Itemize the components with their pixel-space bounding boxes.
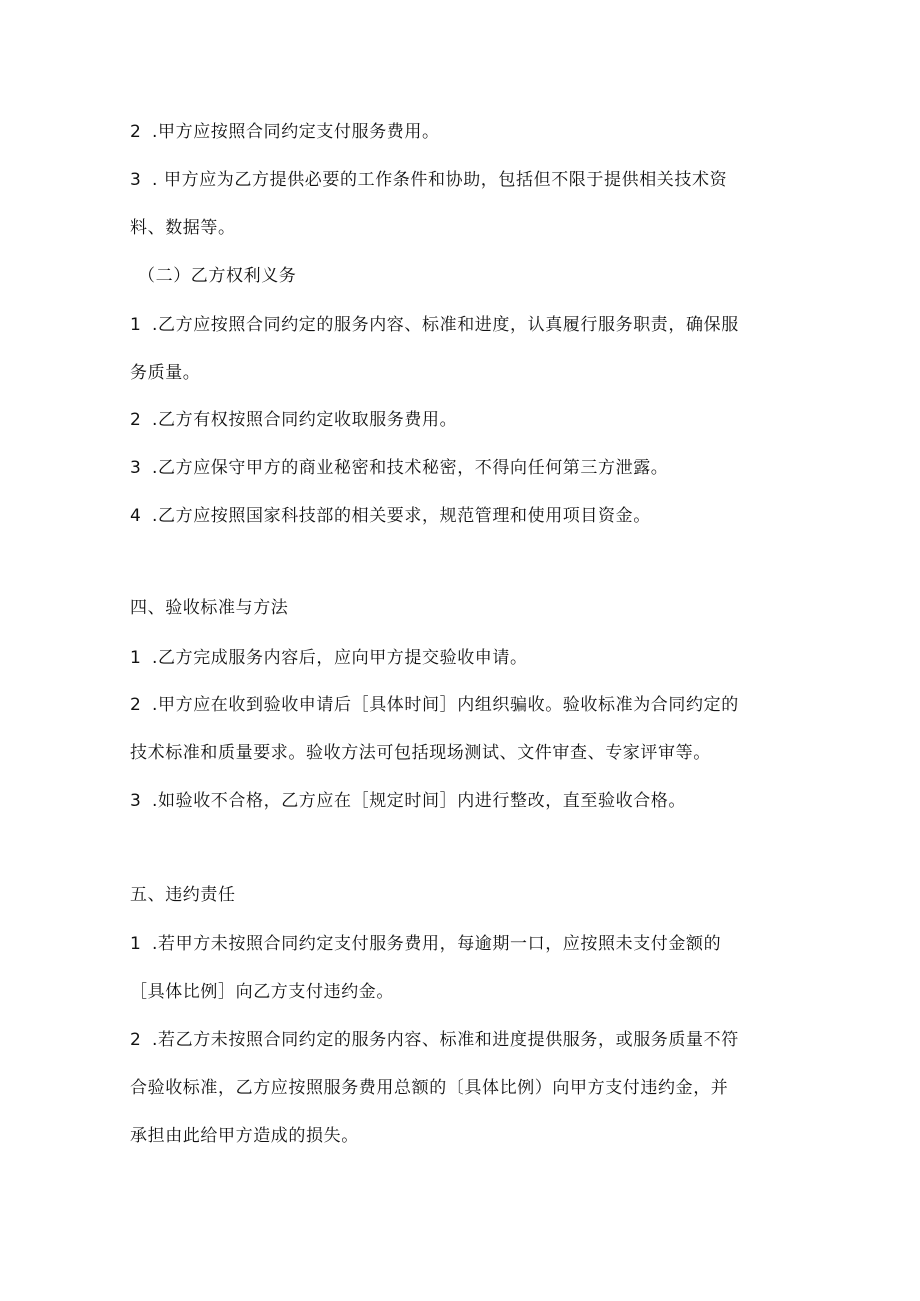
clause-number: 3 [130,458,142,478]
heading-text: 五、违约责任 [130,885,236,905]
clause-text: 技术标准和质量要求。验收方法可包括现场测试、文件审查、专家评审等。 [130,743,711,763]
clause-number: 2 [130,1030,142,1050]
clause-text: .若乙方未按照合同约定的服务内容、标准和进度提供服务，或服务质量不符 [152,1030,739,1050]
clause-d2 [130,1028,739,1052]
section-heading-acceptance [130,596,288,620]
clause-text: .乙方应按照国家科技部的相关要求，规范管理和使用项目资金。 [152,506,651,526]
clause-number: 1 [130,934,142,954]
clause-c3 [130,789,686,813]
clause-text: .乙方应保守甲方的商业秘密和技术秘密，不得向任何第三方泄露。 [152,458,669,478]
clause-text: 料、数据等。 [130,218,236,238]
clause-b1-continuation [130,361,200,385]
clause-number: 1 [130,315,142,335]
clause-number: 2 [130,122,142,142]
section-heading-breach [130,883,236,907]
clause-b2 [130,408,457,432]
clause-b1 [130,313,739,337]
heading-text: 四、验收标准与方法 [130,598,289,618]
clause-text: .甲方应在收到验收申请后［具体时间］内组织骗收。验收标准为合同约定的 [152,695,739,715]
clause-d1 [130,932,721,956]
clause-a3-continuation [130,216,236,240]
clause-c1 [130,646,528,670]
clause-c2 [130,693,739,717]
clause-number: 2 [130,410,142,430]
clause-a2 [130,120,440,144]
clause-text: .乙方完成服务内容后，应向甲方提交验收申请。 [152,648,528,668]
section-heading-party-b [138,264,296,288]
clause-text: .若甲方未按照合同约定支付服务费用，每逾期一口，应按照未支付金额的 [152,934,722,954]
clause-text: ［具体比例］向乙方支付违约金。 [130,982,394,1002]
clause-c2-continuation [130,741,711,765]
clause-a3 [130,168,727,192]
clause-text: .乙方应按照合同约定的服务内容、标准和进度，认真履行服务职责，确保服 [152,315,739,335]
clause-text: 务质量。 [130,363,201,383]
clause-d2-continuation [130,1076,728,1100]
clause-number: 1 [130,648,142,668]
clause-text: 承担由此给甲方造成的损失。 [130,1126,359,1146]
clause-number: 3 [130,170,142,190]
heading-text: （二）乙方权利义务 [138,266,297,286]
clause-text: .乙方有权按照合同约定收取服务费用。 [152,410,458,430]
clause-b3 [130,456,668,480]
clause-text: .如验收不合格，乙方应在［规定时间］内进行整改，直至验收合格。 [152,791,687,811]
clause-text: . 甲方应为乙方提供必要的工作条件和协助，包括但不限于提供相关技术资 [152,170,728,190]
clause-number: 4 [130,506,142,526]
clause-number: 3 [130,791,142,811]
clause-text: .甲方应按照合同约定支付服务费用。 [152,122,440,142]
clause-d1-continuation [130,980,394,1004]
clause-text: 合验收标准，乙方应按照服务费用总额的〔具体比例）向甲方支付违约金，并 [130,1078,729,1098]
clause-number: 2 [130,695,142,715]
clause-d2-continuation-2 [130,1124,359,1148]
clause-b4 [130,504,651,528]
